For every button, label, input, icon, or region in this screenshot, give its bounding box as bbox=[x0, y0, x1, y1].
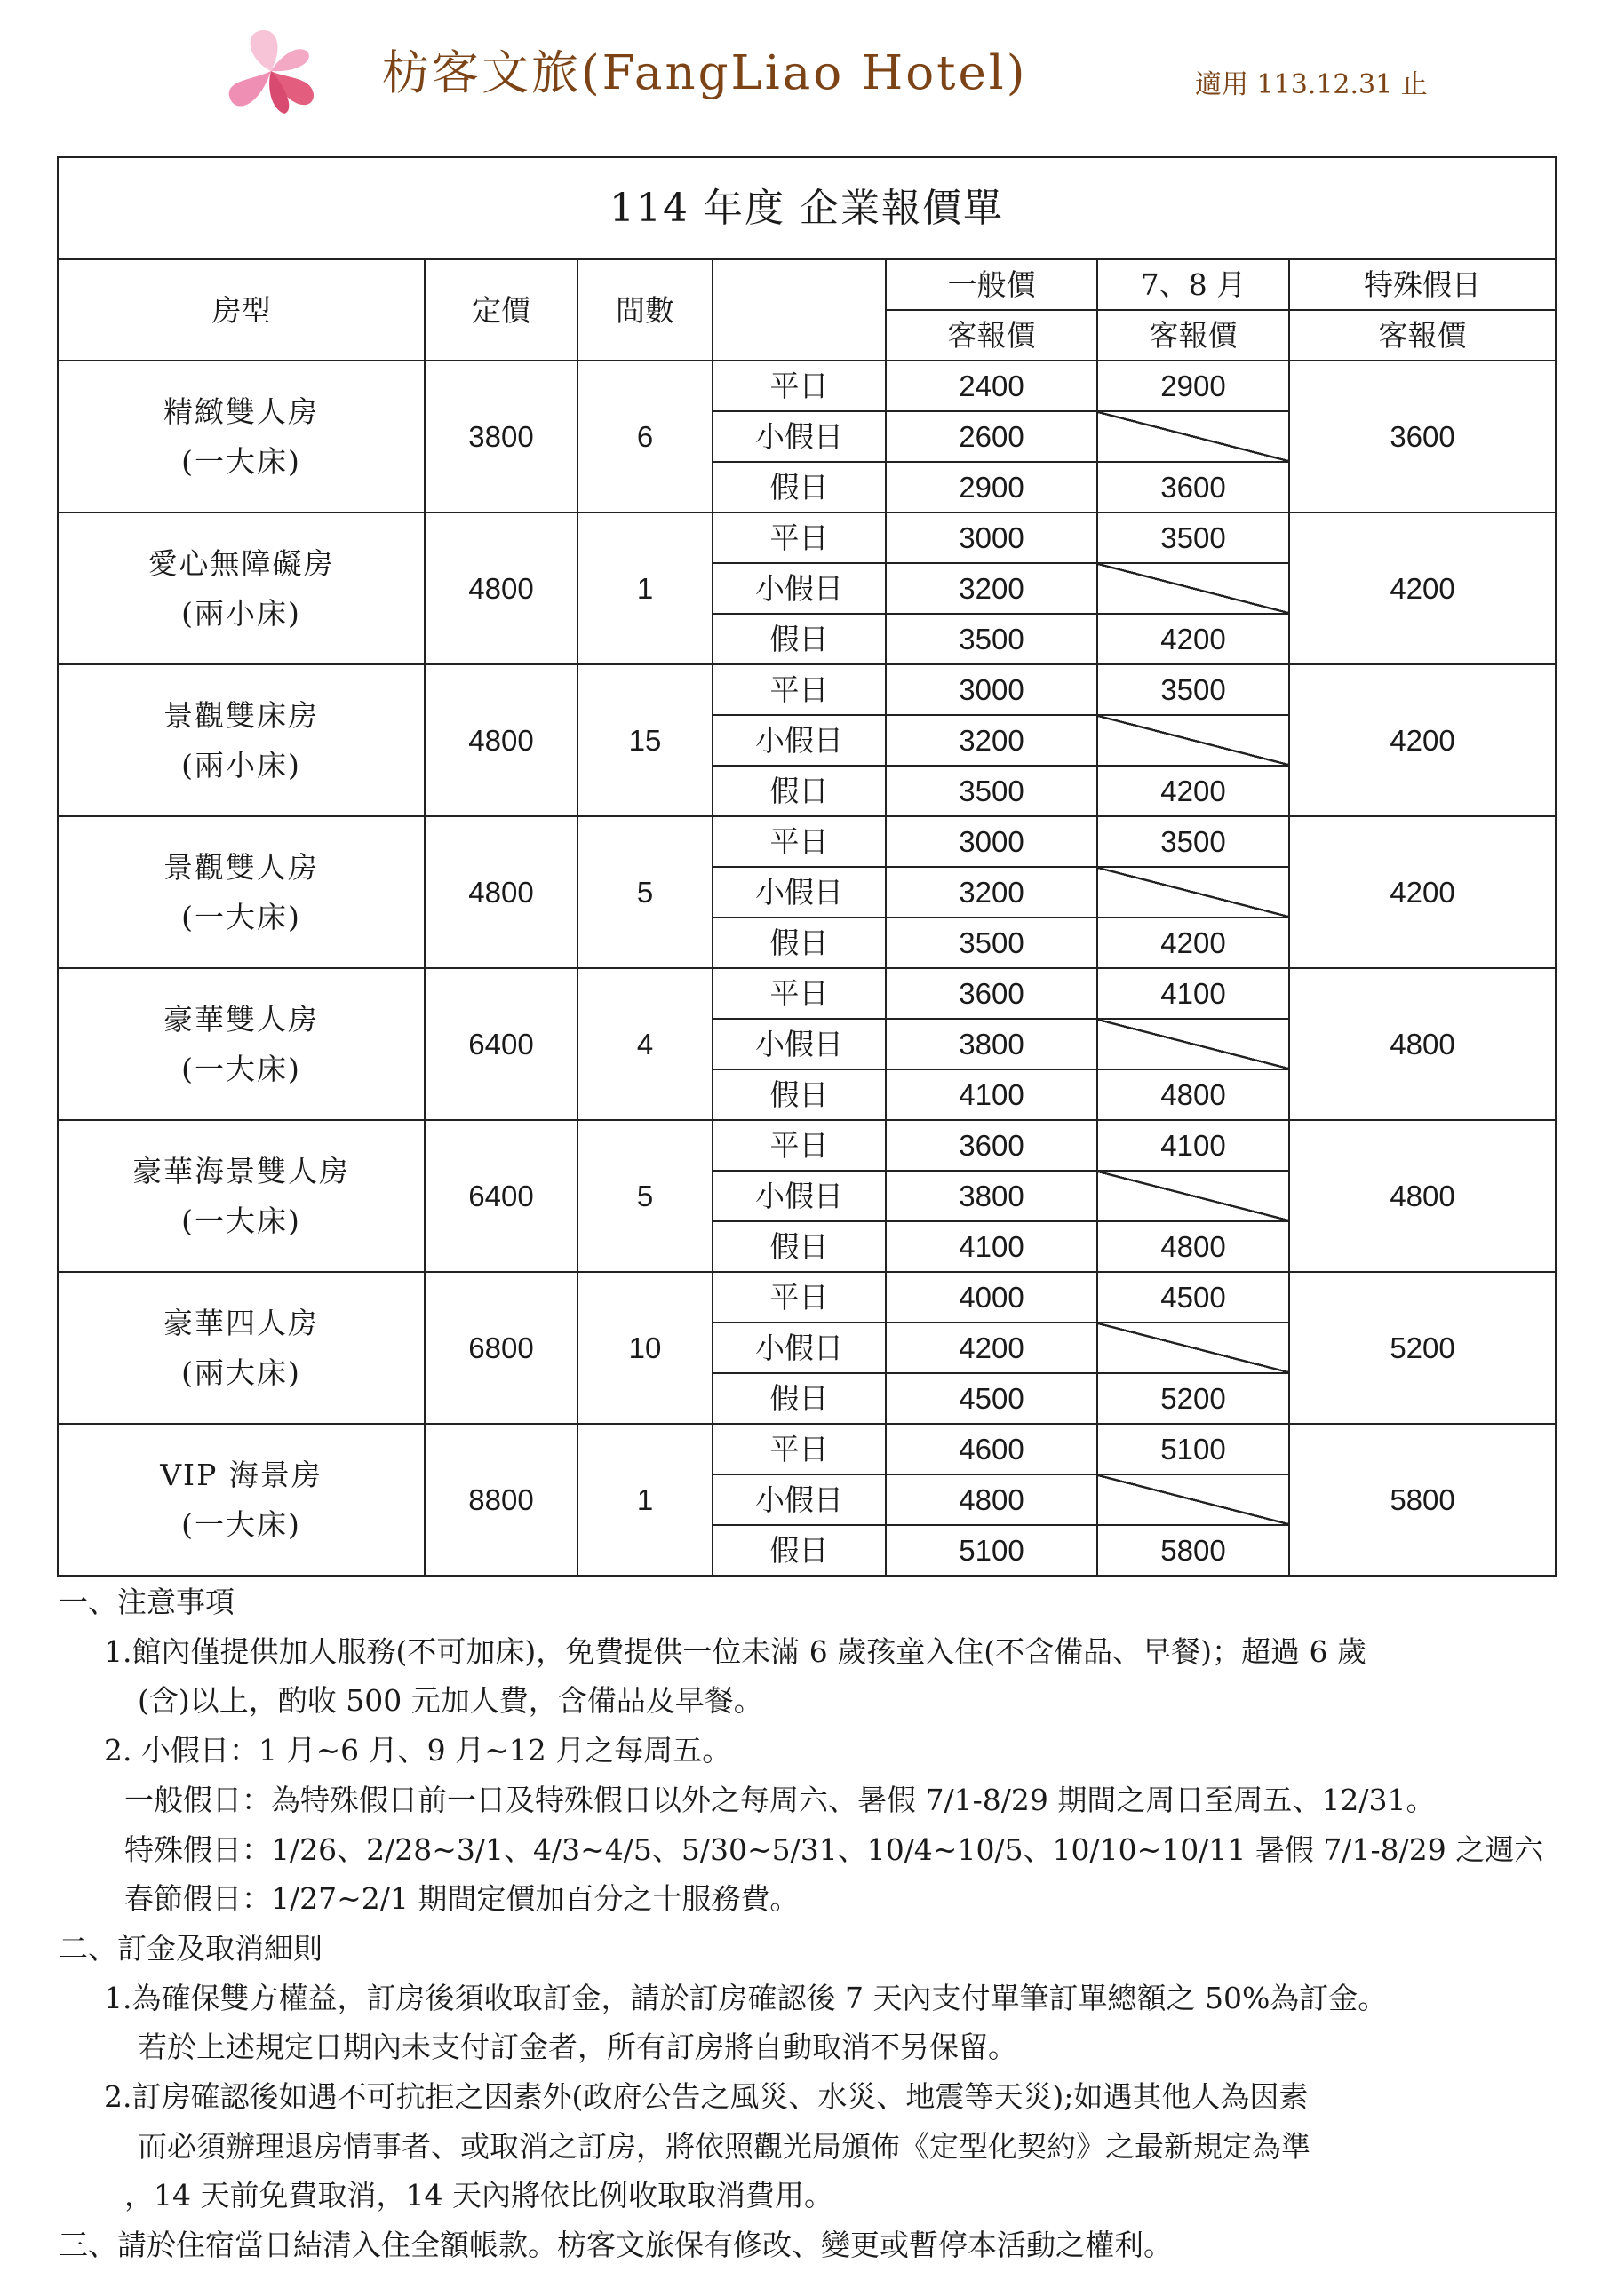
summer-price-cell: 4100 bbox=[1097, 968, 1289, 1019]
special-price-cell: 4200 bbox=[1289, 664, 1556, 816]
notes-heading-3: 三、請於住宿當日結清入住全額帳款。枋客文旅保有修改、變更或暫停本活動之權利。 bbox=[59, 2228, 1173, 2263]
room-name: VIP 海景房 bbox=[160, 1457, 323, 1492]
summer-price-cell-na bbox=[1097, 1323, 1289, 1373]
general-price-cell: 3000 bbox=[886, 512, 1097, 563]
list-price-cell: 4800 bbox=[425, 664, 577, 816]
price-table bbox=[57, 156, 1557, 1577]
list-price-cell: 8800 bbox=[425, 1424, 577, 1576]
table-row bbox=[58, 1424, 1556, 1474]
summer-price-cell: 5200 bbox=[1097, 1373, 1289, 1424]
list-price-cell: 4800 bbox=[425, 816, 577, 968]
notes-section bbox=[59, 1577, 1587, 2270]
hotel-name: 枋客文旅(FangLiao Hotel) bbox=[382, 46, 1028, 100]
summer-price-cell-na bbox=[1097, 867, 1289, 918]
summer-price-cell: 3500 bbox=[1097, 512, 1289, 563]
room-count-cell: 4 bbox=[577, 968, 713, 1120]
room-count-cell: 5 bbox=[577, 1120, 713, 1272]
general-price-cell: 3800 bbox=[886, 1019, 1097, 1069]
summer-price-cell: 4800 bbox=[1097, 1221, 1289, 1272]
list-price-cell: 6400 bbox=[425, 1120, 577, 1272]
note-item: 1.為確保雙方權益，訂房後須收取訂金，請於訂房確認後 7 天內支付單筆訂單總額之 50%為訂金。 bbox=[104, 1980, 1388, 2015]
day-type-cell: 假日 bbox=[713, 1525, 886, 1576]
day-type-cell: 平日 bbox=[713, 512, 886, 563]
special-price-cell: 4200 bbox=[1289, 512, 1556, 664]
table-title: 114 年度 企業報價單 bbox=[58, 157, 1556, 259]
note-item: 春節假日：1/27~2/1 期間定價加百分之十服務費。 bbox=[124, 1881, 800, 1917]
summer-price-cell: 3500 bbox=[1097, 816, 1289, 867]
room-name: 景觀雙人房 bbox=[163, 849, 319, 885]
header-room-type: 房型 bbox=[58, 259, 425, 361]
room-name: 豪華海景雙人房 bbox=[132, 1153, 350, 1188]
table-row bbox=[58, 968, 1556, 1019]
day-type-cell: 假日 bbox=[713, 918, 886, 968]
day-type-cell: 小假日 bbox=[713, 1474, 886, 1525]
header-special-quote: 客報價 bbox=[1289, 310, 1556, 361]
special-price-cell: 5800 bbox=[1289, 1424, 1556, 1576]
room-type-cell bbox=[58, 1424, 425, 1576]
room-name: 豪華雙人房 bbox=[163, 1001, 319, 1037]
room-bed-type: (兩小床) bbox=[181, 595, 301, 631]
day-type-cell: 平日 bbox=[713, 1120, 886, 1171]
day-type-cell: 假日 bbox=[713, 766, 886, 816]
day-type-cell: 平日 bbox=[713, 1272, 886, 1323]
special-price-cell: 3600 bbox=[1289, 361, 1556, 512]
room-count-cell: 5 bbox=[577, 816, 713, 968]
room-type-cell bbox=[58, 1272, 425, 1424]
note-item: (含)以上，酌收 500 元加人費，含備品及早餐。 bbox=[138, 1683, 763, 1719]
room-type-cell bbox=[58, 512, 425, 664]
summer-price-cell: 4200 bbox=[1097, 766, 1289, 816]
summer-price-cell-na bbox=[1097, 411, 1289, 462]
summer-price-cell-na bbox=[1097, 715, 1289, 766]
notes-heading-2: 二、訂金及取消細則 bbox=[59, 1930, 323, 1966]
general-price-cell: 4100 bbox=[886, 1069, 1097, 1120]
note-item: 特殊假日：1/26、2/28~3/1、4/3~4/5、5/30~5/31、10/4~10/5、10/10~10/11 暑假 7/1-8/29 之週六 bbox=[124, 1831, 1544, 1867]
summer-price-cell-na bbox=[1097, 563, 1289, 614]
note-item: 2.訂房確認後如遇不可抗拒之因素外(政府公告之風災、水災、地震等天災);如遇其他人為因素 bbox=[104, 2079, 1309, 2115]
day-type-cell: 平日 bbox=[713, 664, 886, 715]
table-row bbox=[58, 664, 1556, 715]
validity-note: 適用 113.12.31 止 bbox=[1195, 69, 1428, 100]
note-item: 2. 小假日：1 月~6 月、9 月~12 月之每周五。 bbox=[104, 1733, 732, 1768]
general-price-cell: 3500 bbox=[886, 918, 1097, 968]
room-bed-type: (兩小床) bbox=[181, 747, 301, 783]
room-type-cell bbox=[58, 1120, 425, 1272]
table-row bbox=[58, 816, 1556, 867]
room-count-cell: 10 bbox=[577, 1272, 713, 1424]
note-item: 1.館內僅提供加人服務(不可加床)，免費提供一位未滿 6 歲孩童入住(不含備品、早餐)；超過 6 歲 bbox=[104, 1633, 1366, 1669]
general-price-cell: 3000 bbox=[886, 664, 1097, 715]
general-price-cell: 3600 bbox=[886, 1120, 1097, 1171]
general-price-cell: 3200 bbox=[886, 563, 1097, 614]
summer-price-cell-na bbox=[1097, 1474, 1289, 1525]
room-bed-type: (一大床) bbox=[181, 443, 301, 479]
table-row bbox=[58, 1272, 1556, 1323]
list-price-cell: 6800 bbox=[425, 1272, 577, 1424]
day-type-cell: 假日 bbox=[713, 1069, 886, 1120]
list-price-cell: 6400 bbox=[425, 968, 577, 1120]
summer-price-cell: 4200 bbox=[1097, 614, 1289, 664]
general-price-cell: 2900 bbox=[886, 462, 1097, 512]
special-price-cell: 5200 bbox=[1289, 1272, 1556, 1424]
day-type-cell: 小假日 bbox=[713, 715, 886, 766]
summer-price-cell: 2900 bbox=[1097, 361, 1289, 411]
day-type-cell: 假日 bbox=[713, 1373, 886, 1424]
day-type-cell: 平日 bbox=[713, 968, 886, 1019]
summer-price-cell-na bbox=[1097, 1019, 1289, 1069]
notes-heading-1: 一、注意事項 bbox=[59, 1585, 235, 1619]
room-count-cell: 6 bbox=[577, 361, 713, 512]
room-bed-type: (一大床) bbox=[181, 1051, 301, 1086]
general-price-cell: 3200 bbox=[886, 715, 1097, 766]
room-type-cell bbox=[58, 361, 425, 512]
room-name: 愛心無障礙房 bbox=[147, 545, 335, 581]
general-price-cell: 3000 bbox=[886, 816, 1097, 867]
header-room-count: 間數 bbox=[577, 259, 713, 361]
header-special: 特殊假日 bbox=[1289, 259, 1556, 310]
general-price-cell: 3500 bbox=[886, 614, 1097, 664]
day-type-cell: 小假日 bbox=[713, 1019, 886, 1069]
day-type-cell: 小假日 bbox=[713, 563, 886, 614]
general-price-cell: 2400 bbox=[886, 361, 1097, 411]
summer-price-cell-na bbox=[1097, 1171, 1289, 1221]
list-price-cell: 3800 bbox=[425, 361, 577, 512]
day-type-cell: 平日 bbox=[713, 1424, 886, 1474]
summer-price-cell: 4100 bbox=[1097, 1120, 1289, 1171]
general-price-cell: 4500 bbox=[886, 1373, 1097, 1424]
summer-price-cell: 3600 bbox=[1097, 462, 1289, 512]
room-count-cell: 15 bbox=[577, 664, 713, 816]
day-type-cell: 假日 bbox=[713, 462, 886, 512]
room-count-cell: 1 bbox=[577, 1424, 713, 1576]
room-bed-type: (一大床) bbox=[181, 1203, 301, 1238]
room-type-cell bbox=[58, 816, 425, 968]
summer-price-cell: 4800 bbox=[1097, 1069, 1289, 1120]
special-price-cell: 4800 bbox=[1289, 968, 1556, 1120]
summer-price-cell: 5800 bbox=[1097, 1525, 1289, 1576]
header-list-price: 定價 bbox=[425, 259, 577, 361]
room-name: 精緻雙人房 bbox=[163, 393, 319, 429]
general-price-cell: 3200 bbox=[886, 867, 1097, 918]
general-price-cell: 4600 bbox=[886, 1424, 1097, 1474]
table-row bbox=[58, 512, 1556, 563]
day-type-cell: 小假日 bbox=[713, 411, 886, 462]
room-bed-type: (一大床) bbox=[181, 1506, 301, 1542]
summer-price-cell: 4200 bbox=[1097, 918, 1289, 968]
day-type-cell: 假日 bbox=[713, 1221, 886, 1272]
summer-price-cell: 3500 bbox=[1097, 664, 1289, 715]
special-price-cell: 4200 bbox=[1289, 816, 1556, 968]
room-type-cell bbox=[58, 968, 425, 1120]
list-price-cell: 4800 bbox=[425, 512, 577, 664]
table-row bbox=[58, 361, 1556, 411]
room-name: 景觀雙床房 bbox=[163, 697, 319, 733]
room-count-cell: 1 bbox=[577, 512, 713, 664]
header-general-quote: 客報價 bbox=[886, 310, 1097, 361]
general-price-cell: 4000 bbox=[886, 1272, 1097, 1323]
header-general: 一般價 bbox=[886, 259, 1097, 310]
special-price-cell: 4800 bbox=[1289, 1120, 1556, 1272]
day-type-cell: 平日 bbox=[713, 361, 886, 411]
day-type-cell: 小假日 bbox=[713, 1171, 886, 1221]
note-item: 一般假日：為特殊假日前一日及特殊假日以外之每周六、暑假 7/1-8/29 期間之周日至周五、12/31。 bbox=[124, 1782, 1436, 1817]
day-type-cell: 小假日 bbox=[713, 867, 886, 918]
note-item: 若於上述規定日期內未支付訂金者，所有訂房將自動取消不另保留。 bbox=[138, 2030, 1017, 2065]
general-price-cell: 3600 bbox=[886, 968, 1097, 1019]
header-jul-aug-quote: 客報價 bbox=[1097, 310, 1289, 361]
table-row bbox=[58, 1120, 1556, 1171]
day-type-cell: 小假日 bbox=[713, 1323, 886, 1373]
general-price-cell: 4800 bbox=[886, 1474, 1097, 1525]
general-price-cell: 4100 bbox=[886, 1221, 1097, 1272]
general-price-cell: 4200 bbox=[886, 1323, 1097, 1373]
general-price-cell: 5100 bbox=[886, 1525, 1097, 1576]
room-bed-type: (兩大床) bbox=[181, 1355, 301, 1390]
note-item: 而必須辦理退房情事者、或取消之訂房，將依照觀光局頒佈《定型化契約》之最新規定為準 bbox=[138, 2128, 1310, 2164]
room-name: 豪華四人房 bbox=[163, 1305, 319, 1340]
room-bed-type: (一大床) bbox=[181, 899, 301, 934]
header-blank bbox=[713, 259, 886, 361]
general-price-cell: 3500 bbox=[886, 766, 1097, 816]
summer-price-cell: 4500 bbox=[1097, 1272, 1289, 1323]
hotel-logo-icon bbox=[222, 25, 320, 123]
day-type-cell: 假日 bbox=[713, 614, 886, 664]
general-price-cell: 2600 bbox=[886, 411, 1097, 462]
header-jul-aug: 7、8 月 bbox=[1097, 259, 1289, 310]
room-type-cell bbox=[58, 664, 425, 816]
general-price-cell: 3800 bbox=[886, 1171, 1097, 1221]
summer-price-cell: 5100 bbox=[1097, 1424, 1289, 1474]
note-item: ，14 天前免費取消，14 天內將依比例收取取消費用。 bbox=[124, 2178, 833, 2213]
day-type-cell: 平日 bbox=[713, 816, 886, 867]
